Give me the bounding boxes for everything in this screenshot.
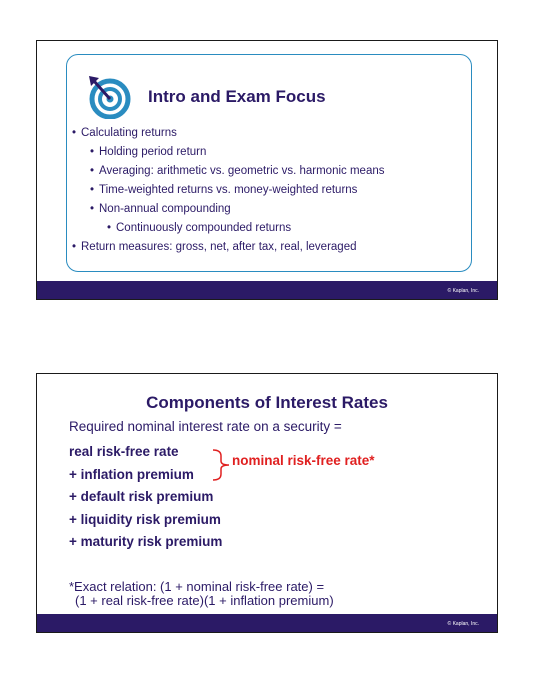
bullet-item: • Time-weighted returns vs. money-weighted returns [81, 181, 384, 200]
component-item: + maturity risk premium [69, 534, 223, 549]
bullet-item: • Return measures: gross, net, after tax, real, leveraged [81, 238, 384, 257]
component-item: real risk-free rate [69, 444, 179, 459]
exact-relation-line1: *Exact relation: (1 + nominal risk-free rate) = [69, 579, 325, 594]
component-item: + inflation premium [69, 466, 194, 482]
right-brace-icon [211, 448, 233, 482]
component-item: + liquidity risk premium [69, 511, 221, 527]
slide-intro-exam-focus [36, 40, 498, 300]
slide-footer-bar [37, 614, 497, 632]
slide-title: Intro and Exam Focus [148, 87, 326, 106]
intro-line: Required nominal interest rate on a security = [69, 419, 342, 434]
target-with-arrow-icon [85, 73, 135, 119]
bullet-item: • Calculating returns [81, 124, 384, 143]
slide-components-interest-rates [36, 373, 498, 633]
components-list [69, 441, 222, 554]
exact-relation-note [69, 580, 334, 608]
bullet-item: • Holding period return [81, 143, 384, 162]
component-item: + default risk premium [69, 489, 214, 504]
copyright-text: © Kaplan, Inc. [447, 288, 479, 294]
bullet-list [81, 124, 384, 257]
exact-relation-line2: (1 + real risk-free rate)(1 + inflation premium) [75, 593, 334, 608]
copyright-text: © Kaplan, Inc. [447, 621, 479, 627]
slide-footer-bar [37, 281, 497, 299]
slide-title: Components of Interest Rates [146, 393, 388, 412]
nominal-rate-label: nominal risk-free rate* [232, 453, 375, 468]
bullet-item: • Averaging: arithmetic vs. geometric vs. harmonic means [81, 162, 384, 181]
bullet-item: • Continuously compounded returns [81, 219, 384, 238]
bullet-item: • Non-annual compounding [81, 200, 384, 219]
